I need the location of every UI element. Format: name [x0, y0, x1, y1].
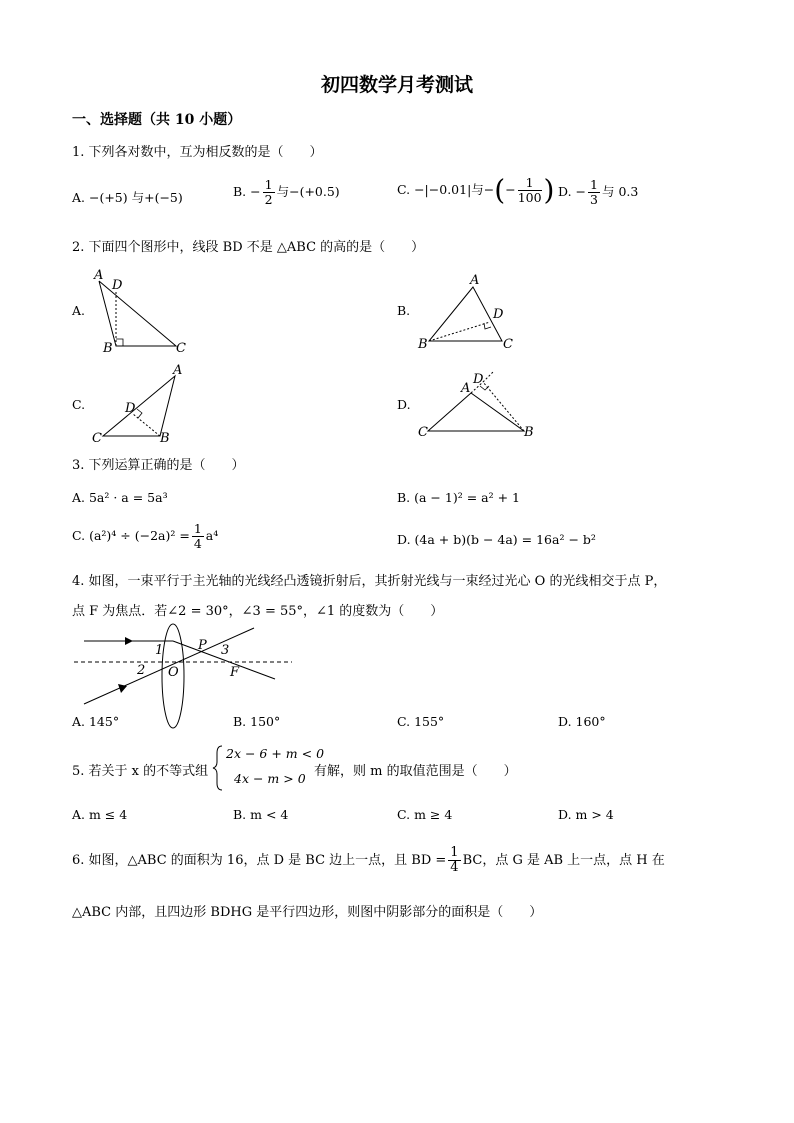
angle-1-label: 1: [155, 643, 164, 658]
fig-b-label-a: A: [470, 273, 480, 288]
q5-option-d: D. m > 4: [558, 807, 614, 822]
q4-option-d: D. 160°: [558, 714, 606, 729]
fig-d-label-b: B: [524, 425, 534, 440]
q4-option-a: A. 145°: [72, 714, 120, 729]
fig-c-label-b: B: [160, 431, 170, 446]
point-o-label: O: [168, 665, 179, 680]
q3-stem: 3. 下列运算正确的是（ ）: [72, 458, 245, 473]
fig-b-label-b: B: [418, 337, 428, 352]
fig-c-label-c: C: [92, 431, 102, 446]
fig-d-label-c: C: [418, 425, 428, 440]
fig-a-label-b: B: [103, 341, 113, 356]
q4-stem-line2: 点 F 为焦点．若∠2 = 30°，∠3 = 55°，∠1 的度数为（ ）: [72, 604, 444, 619]
q2-option-d: D.: [397, 397, 411, 412]
point-f-label: F: [230, 665, 240, 680]
fig-a-label-c: C: [176, 341, 186, 356]
q5-stem-pre: 5. 若关于 x 的不等式组: [72, 764, 209, 779]
q2-stem: 2. 下面四个图形中，线段 BD 不是 △ABC 的高的是（ ）: [72, 240, 425, 255]
q4-option-b: B. 150°: [233, 714, 281, 729]
fig-b-label-c: C: [503, 337, 513, 352]
q3-option-a: A. 5a² · a = 5a³: [72, 490, 168, 505]
q4-option-c: C. 155°: [397, 714, 445, 729]
section-heading: 一、选择题（共 10 小题）: [72, 112, 242, 128]
fig-d-label-d: D: [473, 372, 484, 387]
angle-2-label: 2: [137, 663, 146, 678]
q4-stem-line1: 4. 如图，一束平行于主光轴的光线经凸透镜折射后，其折射光线与一束经过光心 O 的光线相交于点 P，: [72, 574, 667, 589]
fig-a-label-d: D: [112, 278, 123, 293]
q5-stem-post: 有解，则 m 的取值范围是（ ）: [314, 764, 517, 779]
q1-option-d: D. − $\frac{1}{3}$ 与 0.3: [558, 177, 639, 207]
q3-option-d: D. (4a + b)(b − 4a) = 16a² − b²: [397, 532, 596, 547]
fig-d-label-a: A: [461, 381, 471, 396]
q6-stem-line1: 6. 如图，△ABC 的面积为 16，点 D 是 BC 边上一点，且 BD = $\frac{1}{4}$ BC，点 G 是 AB 上一点，点 H 在: [72, 845, 665, 875]
q1-option-c: C. −|−0.01|与−(− $\frac{1}{100}$ ): [397, 173, 555, 207]
q5-option-c: C. m ≥ 4: [397, 807, 453, 822]
fig-a-label-a: A: [94, 268, 104, 283]
q6-stem-line2: △ABC 内部，且四边形 BDHG 是平行四边形，则图中阴影部分的面积是（ ）: [72, 905, 543, 920]
page-title: 初四数学月考测试: [320, 74, 473, 96]
q2-option-b: B.: [397, 303, 411, 318]
q5-inequality-2: 4x − m > 0: [234, 771, 306, 786]
q2-option-c: C.: [72, 397, 86, 412]
fig-c-label-a: A: [173, 363, 183, 378]
q1-option-a: A. −(+5) 与+(−5): [72, 190, 183, 205]
fig-b-label-d: D: [493, 307, 504, 322]
q3-option-c: C. (a²)⁴ ÷ (−2a)² = $\frac{1}{4}$ a⁴: [72, 521, 219, 551]
q5-option-b: B. m < 4: [233, 807, 289, 822]
q1-stem: 1. 下列各对数中，互为相反数的是（ ）: [72, 145, 323, 160]
q3-option-b: B. (a − 1)² = a² + 1: [397, 490, 520, 505]
fig-c-label-d: D: [125, 401, 136, 416]
angle-3-label: 3: [221, 643, 230, 658]
q5-inequality-1: 2x − 6 + m < 0: [226, 746, 325, 761]
q1-option-b: B. − $\frac{1}{2}$ 与−(+0.5): [233, 177, 340, 207]
point-p-label: P: [198, 638, 207, 653]
q5-option-a: A. m ≤ 4: [72, 807, 128, 822]
q2-option-a: A.: [72, 303, 86, 318]
